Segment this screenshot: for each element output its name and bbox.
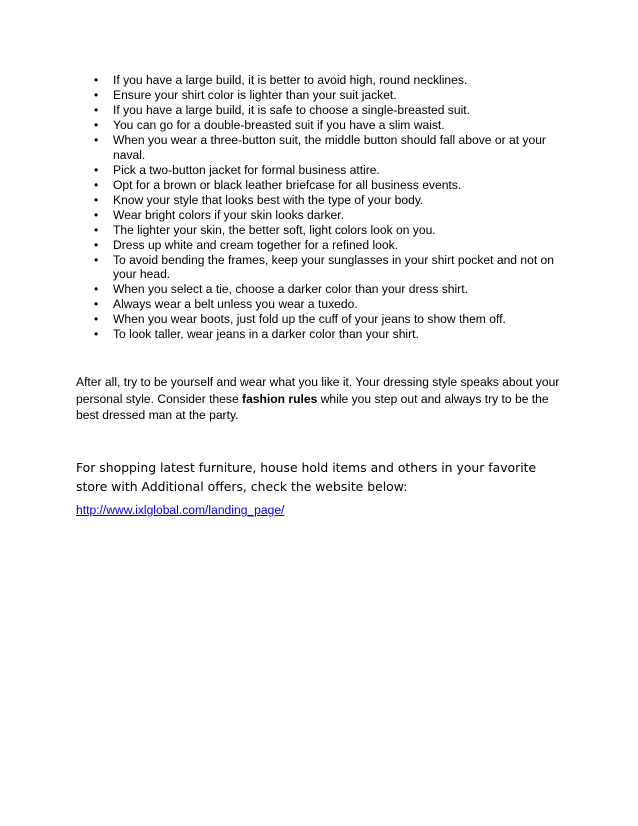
- bullet-icon: •: [94, 118, 99, 132]
- list-item: [94, 282, 574, 297]
- closing-text-start: After all, try to be yourself and wear what you like it. Your dressing style speaks about your personal style. Consider these: [76, 375, 560, 406]
- list-item-text: Always wear a belt unless you wear a tuxedo.: [113, 297, 358, 311]
- closing-paragraph: [76, 374, 562, 424]
- list-item: [94, 327, 574, 342]
- list-item-text: Dress up white and cream together for a refined look.: [113, 237, 399, 252]
- list-item: [94, 73, 574, 88]
- list-item: [94, 297, 574, 312]
- list-item-text: To avoid bending the frames, keep your sunglasses in your shirt pocket and not on your head.: [113, 252, 555, 281]
- list-item-text: If you have a large build, it is better to avoid high, round necklines.: [113, 73, 468, 87]
- list-item-text: When you wear a three-button suit, the middle button should fall above or at your naval.: [113, 133, 546, 162]
- list-item-text: When you select a tie, choose a darker color than your dress shirt.: [113, 282, 468, 296]
- list-item: [94, 193, 574, 208]
- website-link[interactable]: http://www.ixlglobal.com/landing_page/: [76, 503, 285, 517]
- list-item-text: To look taller, wear jeans in a darker color than your shirt.: [113, 327, 419, 341]
- list-item-text: The lighter your skin, the better soft, light colors look on you.: [113, 222, 436, 237]
- list-item: [94, 133, 574, 162]
- bullet-icon: •: [94, 252, 99, 267]
- list-item: [94, 163, 574, 178]
- list-item: [94, 88, 574, 103]
- list-item: [94, 312, 574, 327]
- list-item-text: When you wear boots, just fold up the cuff of your jeans to show them off.: [113, 312, 506, 326]
- closing-text-end: while you step out and always try to be the best dressed man at the party.: [76, 391, 549, 422]
- list-item-text: Know your style that looks best with the type of your body.: [113, 192, 424, 207]
- list-item: [94, 118, 574, 133]
- list-item: [94, 103, 574, 118]
- list-item-text: If you have a large build, it is safe to choose a single-breasted suit.: [113, 103, 470, 117]
- list-item: [94, 223, 574, 238]
- list-item-text: You can go for a double-breasted suit if you have a slim waist.: [113, 118, 445, 132]
- list-item-text: Ensure your shirt color is lighter than your suit jacket.: [113, 88, 397, 102]
- tips-list: [94, 73, 574, 342]
- bullet-icon: •: [94, 88, 99, 102]
- bullet-icon: •: [94, 177, 99, 192]
- list-item: [94, 238, 574, 253]
- shopping-paragraph: For shopping latest furniture, house hold items and others in your favorite store with Additional offers, check the website below:: [76, 460, 537, 494]
- list-item-text: Wear bright colors if your skin looks darker.: [113, 207, 344, 222]
- bullet-icon: •: [94, 282, 99, 296]
- bullet-icon: •: [94, 207, 99, 222]
- list-item: [94, 178, 574, 193]
- bullet-icon: •: [94, 73, 99, 87]
- bullet-icon: •: [94, 222, 99, 237]
- bullet-icon: •: [94, 133, 99, 147]
- list-item: [94, 253, 574, 282]
- list-item-text: Pick a two-button jacket for formal business attire.: [113, 162, 380, 177]
- bullet-icon: •: [94, 237, 99, 252]
- bullet-icon: •: [94, 297, 99, 311]
- bullet-icon: •: [94, 103, 99, 117]
- bullet-icon: •: [94, 192, 99, 207]
- bullet-icon: •: [94, 162, 99, 177]
- bullet-icon: •: [94, 327, 99, 341]
- list-item-text: Opt for a brown or black leather briefcase for all business events.: [113, 177, 462, 192]
- bullet-icon: •: [94, 312, 99, 326]
- list-item: [94, 208, 574, 223]
- fashion-rules-emphasis: fashion rules: [242, 391, 318, 406]
